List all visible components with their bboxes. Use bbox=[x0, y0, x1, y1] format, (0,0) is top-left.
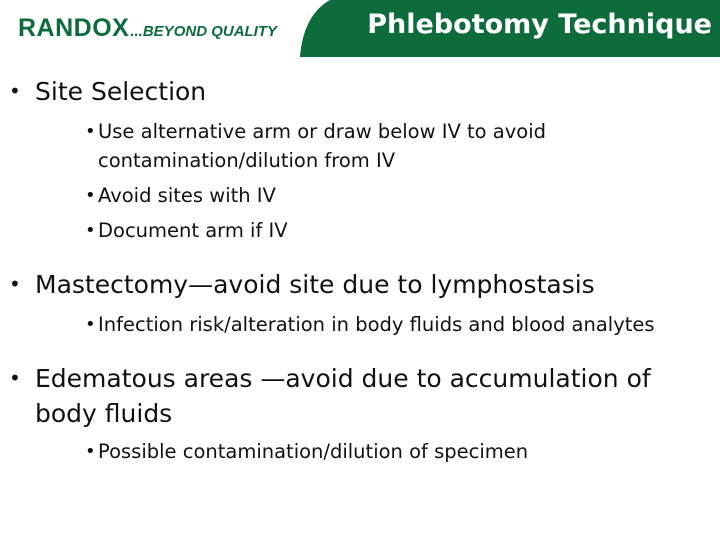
sub-bullet-text: Avoid sites with IV bbox=[98, 184, 276, 207]
bullet-item bbox=[0, 267, 720, 302]
sub-bullet-item bbox=[0, 216, 720, 245]
sub-bullet-item bbox=[0, 181, 720, 210]
sub-bullet-item bbox=[0, 117, 720, 175]
slide-title: Phlebotomy Technique bbox=[367, 9, 712, 40]
randox-logo bbox=[18, 14, 277, 44]
sub-bullet-item bbox=[0, 310, 720, 339]
sub-bullet-text: Use alternative arm or draw below IV to avoid contamination/dilution from IV bbox=[98, 120, 547, 172]
sub-bullet-dot: • bbox=[85, 441, 96, 462]
bullet-text: Edematous areas —avoid due to accumulation of body fluids bbox=[35, 364, 651, 428]
sub-bullet-text: Possible contamination/dilution of specimen bbox=[98, 440, 529, 463]
bullet-text: Site Selection bbox=[35, 77, 207, 106]
bullet-dot: • bbox=[9, 366, 21, 390]
bullet-list bbox=[0, 74, 720, 466]
header-bar bbox=[0, 0, 720, 57]
sub-bullet-dot: • bbox=[85, 185, 96, 206]
bullet-item bbox=[0, 361, 720, 431]
sub-bullet-dot: • bbox=[85, 121, 96, 142]
sub-bullet-item bbox=[0, 437, 720, 466]
bullet-item bbox=[0, 74, 720, 109]
bullet-text: Mastectomy—avoid site due to lymphostasis bbox=[35, 270, 595, 299]
logo-tagline: ...BEYOND QUALITY bbox=[130, 23, 278, 40]
bullet-dot: • bbox=[9, 79, 21, 103]
bullet-dot: • bbox=[9, 272, 21, 296]
sub-bullet-dot: • bbox=[85, 314, 96, 335]
sub-bullet-text: Infection risk/alteration in body fluids and blood analytes bbox=[98, 313, 655, 336]
sub-bullet-dot: • bbox=[85, 220, 96, 241]
sub-bullet-text: Document arm if IV bbox=[98, 219, 288, 242]
logo-word: RANDOX bbox=[18, 14, 130, 42]
